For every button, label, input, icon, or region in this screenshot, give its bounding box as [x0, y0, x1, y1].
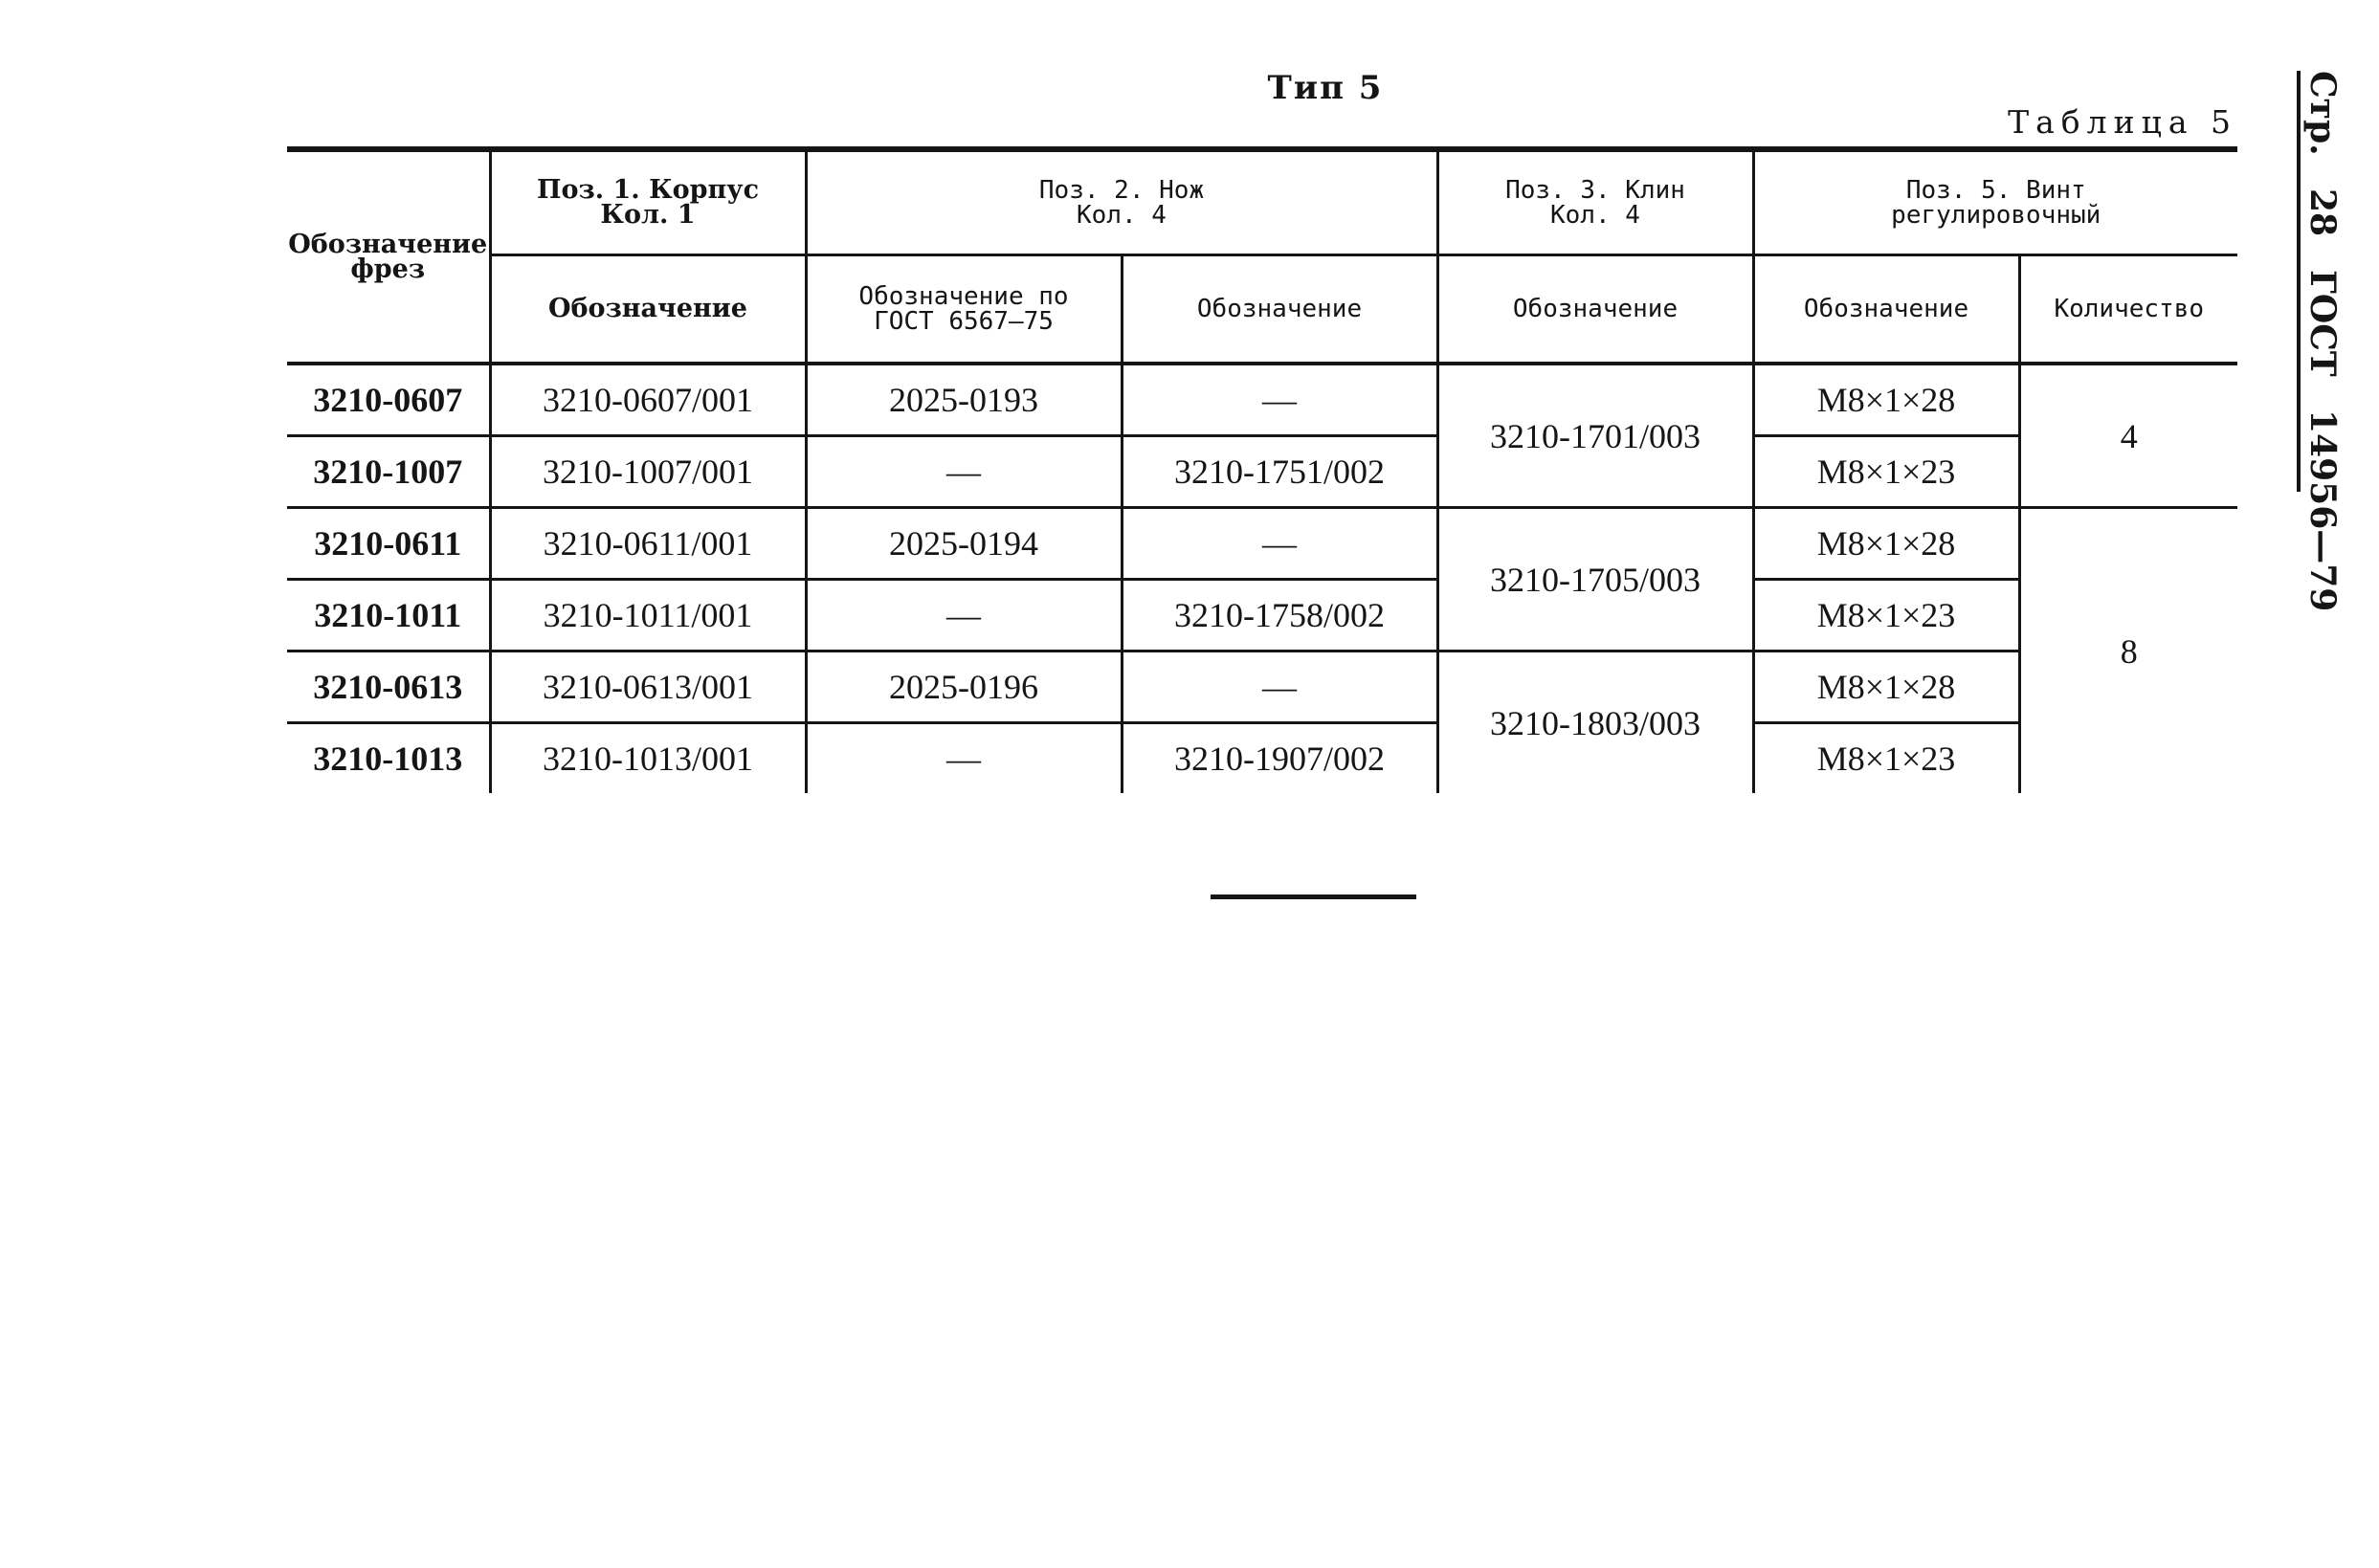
cell-qty: 8	[2120, 631, 2138, 671]
cell-fres: 3210-1007	[287, 436, 490, 508]
cell-nozh: 3210-1751/002	[1122, 436, 1437, 508]
subheader-pos1: Обозначение	[490, 254, 806, 364]
cell-qty: 4	[2019, 364, 2237, 508]
cell-nozh: —	[1122, 364, 1437, 436]
cell-nozh: —	[1122, 508, 1437, 580]
page-header-vertical	[2297, 71, 2343, 612]
table-row	[287, 580, 2237, 651]
end-rule	[1211, 894, 1416, 899]
cell-korpus: 3210-0613/001	[490, 651, 806, 723]
cell-fres: 3210-0613	[287, 651, 490, 723]
cell-nozh: —	[1122, 651, 1437, 723]
table-row	[287, 508, 2237, 580]
page-number: 28	[2302, 188, 2343, 237]
type-title: Тип 5	[1267, 69, 1384, 107]
cell-nozh: 3210-1907/002	[1122, 723, 1437, 794]
header-pos1: Поз. 1. Корпус Кол. 1	[490, 149, 806, 254]
cell-vint: M8×1×28	[1753, 508, 2019, 580]
cell-nozh-gost: 2025-0196	[806, 651, 1122, 723]
cell-klin: 3210-1701/003	[1437, 364, 1753, 508]
standard-number: 14956—79	[2302, 409, 2343, 612]
cell-vint: M8×1×23	[1753, 580, 2019, 651]
cell-nozh-gost: 2025-0193	[806, 364, 1122, 436]
subheader-pos2-gost: Обозначение по ГОСТ 6567—75	[806, 254, 1122, 364]
cell-vint: M8×1×28	[1753, 364, 2019, 436]
subheader-pos5: Обозначение	[1753, 254, 2019, 364]
cell-vint: M8×1×23	[1753, 723, 2019, 794]
cell-korpus: 3210-1007/001	[490, 436, 806, 508]
header-pos5: Поз. 5. Винт регулировочный	[1753, 149, 2237, 254]
parts-table	[287, 146, 2237, 793]
cell-korpus: 3210-0611/001	[490, 508, 806, 580]
table-row	[287, 651, 2237, 723]
cell-korpus: 3210-1013/001	[490, 723, 806, 794]
cell-korpus: 3210-0607/001	[490, 364, 806, 436]
table-row	[287, 436, 2237, 508]
cell-vint: M8×1×23	[1753, 436, 2019, 508]
page-prefix: Стр.	[2302, 71, 2343, 156]
standard-name: ГОСТ	[2302, 269, 2343, 377]
cell-klin: 3210-1705/003	[1437, 508, 1753, 651]
table-row	[287, 723, 2237, 794]
table-label: Таблица 5	[2008, 103, 2237, 141]
cell-fres: 3210-0611	[287, 508, 490, 580]
subheader-pos3: Обозначение	[1437, 254, 1753, 364]
cell-nozh-gost: 2025-0194	[806, 508, 1122, 580]
cell-fres: 3210-0607	[287, 364, 490, 436]
subheader-qty: Количество	[2019, 254, 2237, 364]
cell-nozh: 3210-1758/002	[1122, 580, 1437, 651]
cell-korpus: 3210-1011/001	[490, 580, 806, 651]
header-fres: Обозначение фрез	[287, 149, 490, 364]
header-pos3: Поз. 3. Клин Кол. 4	[1437, 149, 1753, 254]
cell-fres: 3210-1013	[287, 723, 490, 794]
cell-klin: 3210-1803/003	[1437, 651, 1753, 794]
table-row	[287, 364, 2237, 436]
cell-nozh-gost: —	[806, 436, 1122, 508]
cell-fres: 3210-1011	[287, 580, 490, 651]
cell-nozh-gost: —	[806, 580, 1122, 651]
cell-vint: M8×1×28	[1753, 651, 2019, 723]
header-pos2: Поз. 2. Нож Кол. 4	[806, 149, 1437, 254]
cell-nozh-gost: —	[806, 723, 1122, 794]
subheader-pos2: Обозначение	[1122, 254, 1437, 364]
